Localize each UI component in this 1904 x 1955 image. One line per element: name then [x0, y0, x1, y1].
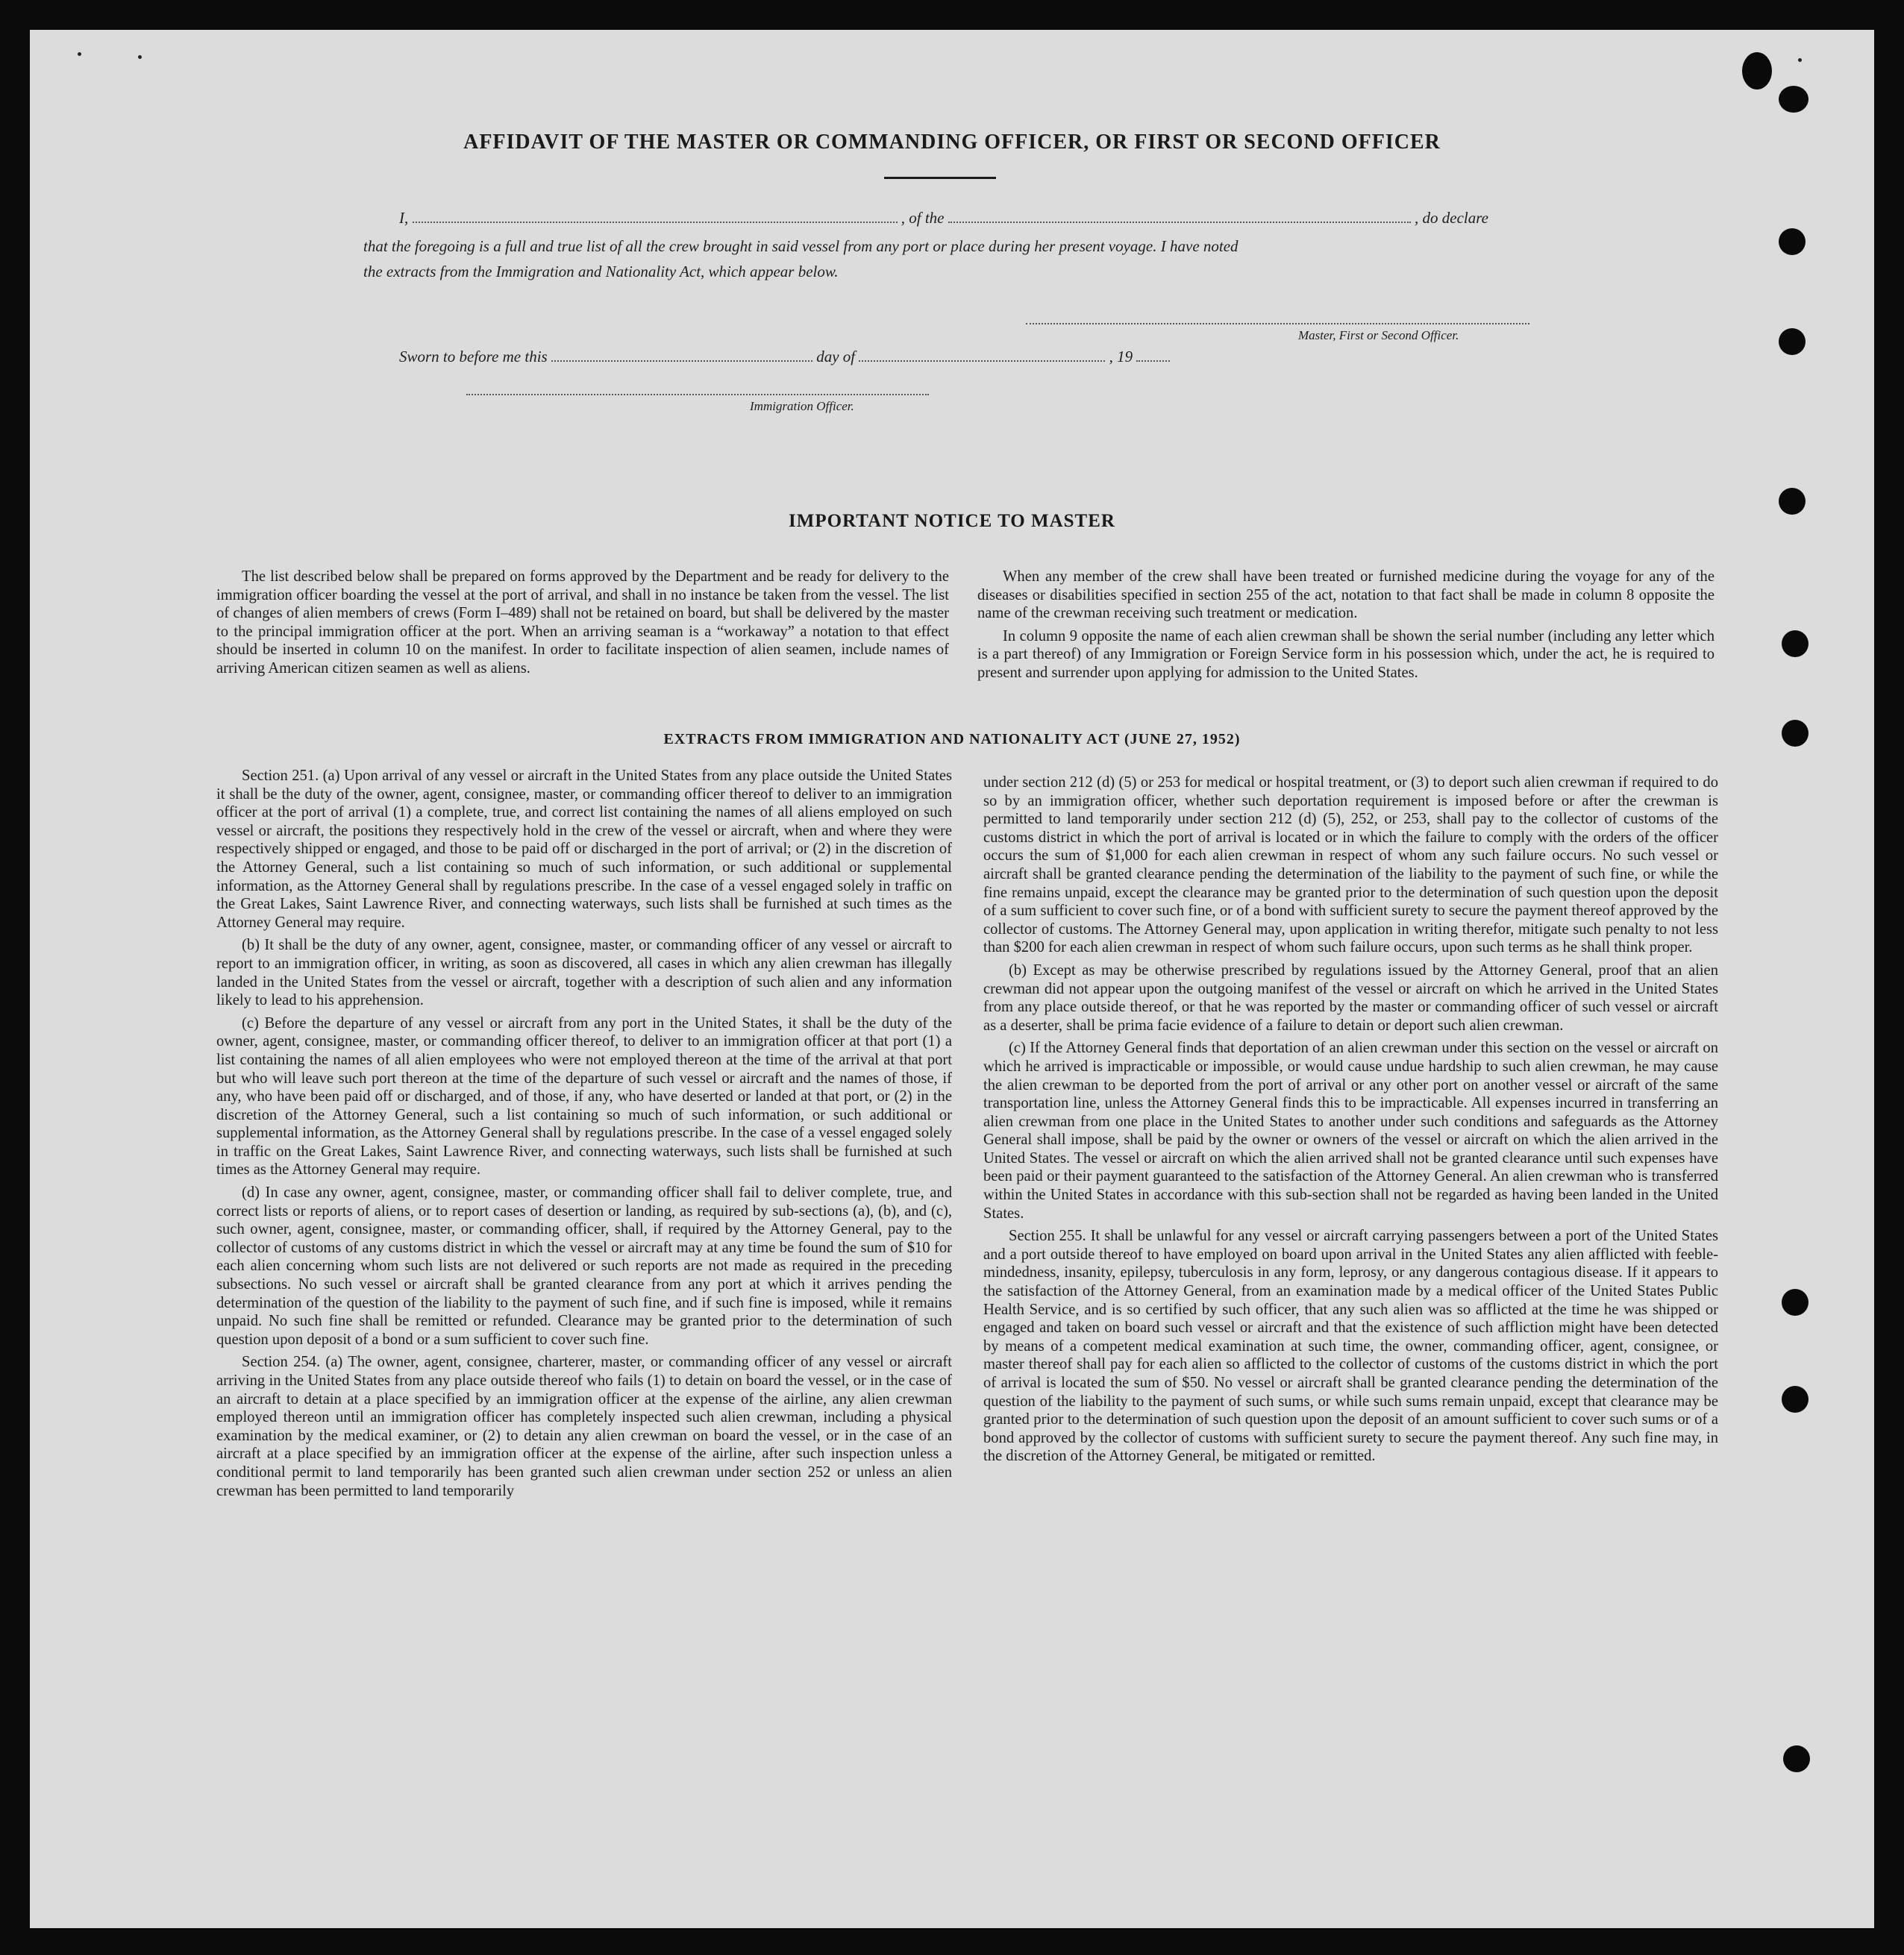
- punch-hole: [1779, 228, 1806, 255]
- master-signature-line[interactable]: [1026, 323, 1529, 324]
- section-254a-continued: under section 212 (d) (5) or 253 for medical or hospital treatment, or (3) to deport such alien crewman if required to do so by an immigration officer, whether such deportation requirement is imposed before or after the crewman is permitted to land temporarily under section 212 (d) (5), 252, or 253, shall pay to the collector of customs of the customs district in which the port of arrival is located or in which the failure to comply with the orders of the officer occurs the sum of $1,000 for each alien crewman in respect of whom any such failure occurs. No such vessel or aircraft shall be granted clearance pending the determination of the liability to the payment of such fine, or while the fine remains unpaid, except the clearance may be granted prior to the determination of such question upon the deposit of a sum sufficient to cover such fine, or of a bond with sufficient surety to secure the payment thereof approved by the collector of customs. The Attorney General may, upon application in writing therefor, mitigate such penalty to not less than $200 for each alien crewman in respect of whom such failure occurs, upon such terms as he shall think proper.: [983, 774, 1718, 956]
- sworn-day-blank[interactable]: [551, 359, 812, 362]
- punch-hole: [1782, 1386, 1809, 1413]
- notice-left-column: [216, 568, 949, 682]
- sworn-year-blank[interactable]: [1136, 359, 1170, 362]
- section-254c: (c) If the Attorney General finds that deportation of an alien crewman under this section on the vessel or aircraft on which he arrived is impracticable or impossible, or would cause undue hardship to such alien crewman, he may cause the alien crewman to be deported from the port of arrival or any other port on another vessel or aircraft of the same transportation line, unless the Attorney General finds this to be impracticable. All expenses incurred in transferring an alien crewman from one place in the United States to another under such conditions and safeguards as the Attorney General shall impose, shall be paid by the owner or owners of the vessel or aircraft on which the alien arrived in the United States. The vessel or aircraft on which the alien arrived shall not be granted clearance until such expenses have been paid or their payment guaranteed to the satisfaction of the Attorney General. An alien crewman who is transferred within the United States in accordance with this sub-section shall not be regarded as having been landed in the United States.: [983, 1040, 1718, 1222]
- officer-signature-line[interactable]: [466, 394, 929, 395]
- declaration-line-2: the extracts from the Immigration and Nationality Act, which appear below.: [363, 263, 839, 280]
- year-label: , 19: [1109, 348, 1133, 365]
- speck: [138, 55, 142, 59]
- document-page: [30, 30, 1874, 1928]
- section-254b: (b) Except as may be otherwise prescribed by regulations issued by the Attorney General, proof that an alien crewman did not appear upon the outgoing manifest of the vessel or aircraft on which he arrived in the United States from any place outside thereof, or that he was reported by the master or commanding officer of such vessel or aircraft as a deserter, shall be prima facie evidence of a failure to detain or deport such alien crewman.: [983, 961, 1718, 1034]
- notice-right-column: [977, 568, 1714, 687]
- sworn-line: [399, 348, 1170, 366]
- of-the-label: , of the: [901, 209, 945, 227]
- punch-hole: [1782, 630, 1809, 657]
- title-rule: [884, 177, 996, 179]
- section-251c: (c) Before the departure of any vessel or aircraft from any port in the United States, it shall be the duty of the owner, agent, consignee, master, or commanding officer thereof, to deliver to an immigration officer at that port (1) a list containing the names of all alien employees who were not employed thereon at the time of the arrival at that port but who will leave such port thereon at the time of the departure of such vessel or aircraft and the names of those, if any, who have been paid off or discharged, and of those, if any, who have deserted or landed at that port, or (2) in the discretion of the Attorney General, such a list containing so much of such information, or such additional or supplemental information, as the Attorney General shall by regulations prescribe. In the case of a vessel engaged solely in traffic on the Great Lakes, Saint Lawrence River, and connecting waterways, such lists shall be furnished at such times as the Attorney General may require.: [216, 1014, 952, 1179]
- name-blank[interactable]: [413, 220, 898, 223]
- section-255: Section 255. It shall be unlawful for any vessel or aircraft carrying passengers between a port of the United States and a port outside thereof to have employed on board upon arrival in the United States any alien afflicted with feeble-mindedness, insanity, epilepsy, tuberculosis in any form, leprosy, or any dangerous contagious disease. If it appears to the satisfaction of the Attorney General, from an examination made by a medical officer of the United States Public Health Service, and is so certified by such officer, that any such alien was so afflicted at the time he was shipped or engaged and taken on board such vessel or aircraft and that the existence of such affliction might have been detected by means of a competent medical examination at such time, the owner, commanding officer, agent, consignee, or master thereof shall pay for each alien so afflicted to the collector of customs of the customs district in which the port of arrival is located the sum of $50. No vessel or aircraft shall be granted clearance pending the determination of the question of the liability to the payment of such sums, or while such sums remain unpaid, except that clearance may be granted prior to the determination of such question upon the deposit of an amount sufficient to cover such sums or of a bond approved by the collector of customs with sufficient surety to secure the payment thereof. Any such fine may, in the discretion of the Attorney General, be mitigated or remitted.: [983, 1228, 1718, 1465]
- section-251d: (d) In case any owner, agent, consignee, master, or commanding officer shall fail to deliver complete, true, and correct lists or reports of aliens, or to report cases of desertion or landing, as required by sub-sections (a), (b), and (c), such owner, agent, consignee, master, or commanding officer, shall, if required by the Attorney General, pay to the collector of customs of any customs district in which the vessel or aircraft may at any time be found the sum of $10 for each alien concerning whom such lists are not delivered or such reports are not made as required in the preceding subsections. No such vessel or aircraft shall be granted clearance from any port at which it arrives pending the determination of the question of the liability to the payment of such fine, and if such fine is imposed, while it remains unpaid. No such fine shall be remitted or refunded. Clearance may be granted prior to the determination of such question upon deposit of a bond or a sum sufficient to cover such fine.: [216, 1184, 952, 1348]
- do-declare-label: , do declare: [1415, 209, 1488, 227]
- punch-hole: [1779, 328, 1806, 355]
- speck: [1798, 58, 1802, 62]
- notice-paragraph: When any member of the crew shall have been treated or furnished medicine during the voyage for any of the diseases or disabilities specified in section 255 of the act, notation to that fact shall be made in column 8 opposite the name of the crewman receiving such treatment or medication.: [977, 568, 1714, 622]
- notice-paragraph: In column 9 opposite the name of each alien crewman shall be shown the serial number (including any letter which is a part thereof) of any Immigration or Foreign Service form in his possession which, under the act, he is required to present and surrender upon applying for admission to the United States.: [977, 627, 1714, 681]
- sworn-label: Sworn to before me this: [399, 348, 548, 365]
- ink-blot: [1742, 52, 1772, 90]
- vessel-blank[interactable]: [948, 220, 1411, 223]
- speck: [78, 52, 81, 56]
- punch-hole: [1782, 1289, 1809, 1316]
- section-254a: Section 254. (a) The owner, agent, consignee, charterer, master, or commanding officer of any vessel or aircraft arriving in the United States from any place outside thereof who fails (1) to detain on board the vessel, or in the case of an aircraft to detain at a place specified by an immigration officer at the expense of the airline, any alien crewman employed thereon until an immigration officer has completely inspected such alien crewman, including a physical examination by the medical examiner, or (2) to detain any alien crewman on board the vessel, or in the case of an aircraft at a place specified by an immigration officer at the expense of the airline, after such inspection unless a conditional permit to land temporarily has been granted such alien crewman under section 252 or unless an alien crewman has been permitted to land temporarily: [216, 1354, 952, 1499]
- affidavit-title: AFFIDAVIT OF THE MASTER OR COMMANDING OFFICER, OR FIRST OR SECOND OFFICER: [463, 131, 1441, 154]
- day-of-label: day of: [816, 348, 856, 365]
- i-label: I,: [399, 209, 409, 227]
- section-251b: (b) It shall be the duty of any owner, agent, consignee, master, or commanding officer of any vessel or aircraft to report to an immigration officer, in writing, as soon as discovered, all cases in which any alien crewman has illegally landed in the United States from the vessel or aircraft, together with a description of such alien and any information likely to lead to his apprehension.: [216, 937, 952, 1009]
- punch-hole: [1783, 1745, 1810, 1772]
- master-caption: Master, First or Second Officer.: [1298, 328, 1459, 342]
- ink-blot: [1779, 86, 1809, 113]
- notice-title: IMPORTANT NOTICE TO MASTER: [789, 511, 1115, 531]
- notice-paragraph: The list described below shall be prepared on forms approved by the Department and be ready for delivery to the immigration officer boarding the vessel at the port of arrival, and shall in no instance be taken from the vessel. The list of changes of alien members of crews (Form I–489) shall not be retained on board, but shall be delivered by the master to the principal immigration officer at the port. When an arriving seaman is a “workaway” a notation to that effect should be inserted in column 10 on the manifest. In order to facilitate inspection of alien seamen, include names of arriving American citizen seamen as well as aliens.: [216, 568, 949, 677]
- extracts-left-column: [216, 767, 952, 1504]
- extracts-title: EXTRACTS FROM IMMIGRATION AND NATIONALITY ACT (JUNE 27, 1952): [663, 731, 1241, 747]
- i-line: [399, 209, 1488, 227]
- section-251a: Section 251. (a) Upon arrival of any vessel or aircraft in the United States from any place outside the United States it shall be the duty of the owner, agent, consignee, master, or commanding officer thereof to deliver to an immigration officer at the port of arrival (1) a complete, true, and correct list containing the names of all aliens employed on such vessel or aircraft, the positions they respectively hold in the crew of the vessel or aircraft, when and where they were respectively shipped or engaged, and those to be paid off or discharged in the port of arrival; or (2) in the discretion of the Attorney General, such a list containing so much of such information, or such additional or supplemental information, as the Attorney General shall by regulations prescribe. In the case of a vessel engaged solely in traffic on the Great Lakes, Saint Lawrence River, and connecting waterways, such lists shall be furnished at such times as the Attorney General may require.: [216, 768, 952, 931]
- sworn-month-blank[interactable]: [859, 359, 1105, 362]
- extracts-right-column: [983, 773, 1718, 1470]
- declaration-line-1: that the foregoing is a full and true list of all the crew brought in said vessel from any port or place during her present voyage. I have noted: [363, 237, 1238, 255]
- officer-caption: Immigration Officer.: [750, 399, 854, 413]
